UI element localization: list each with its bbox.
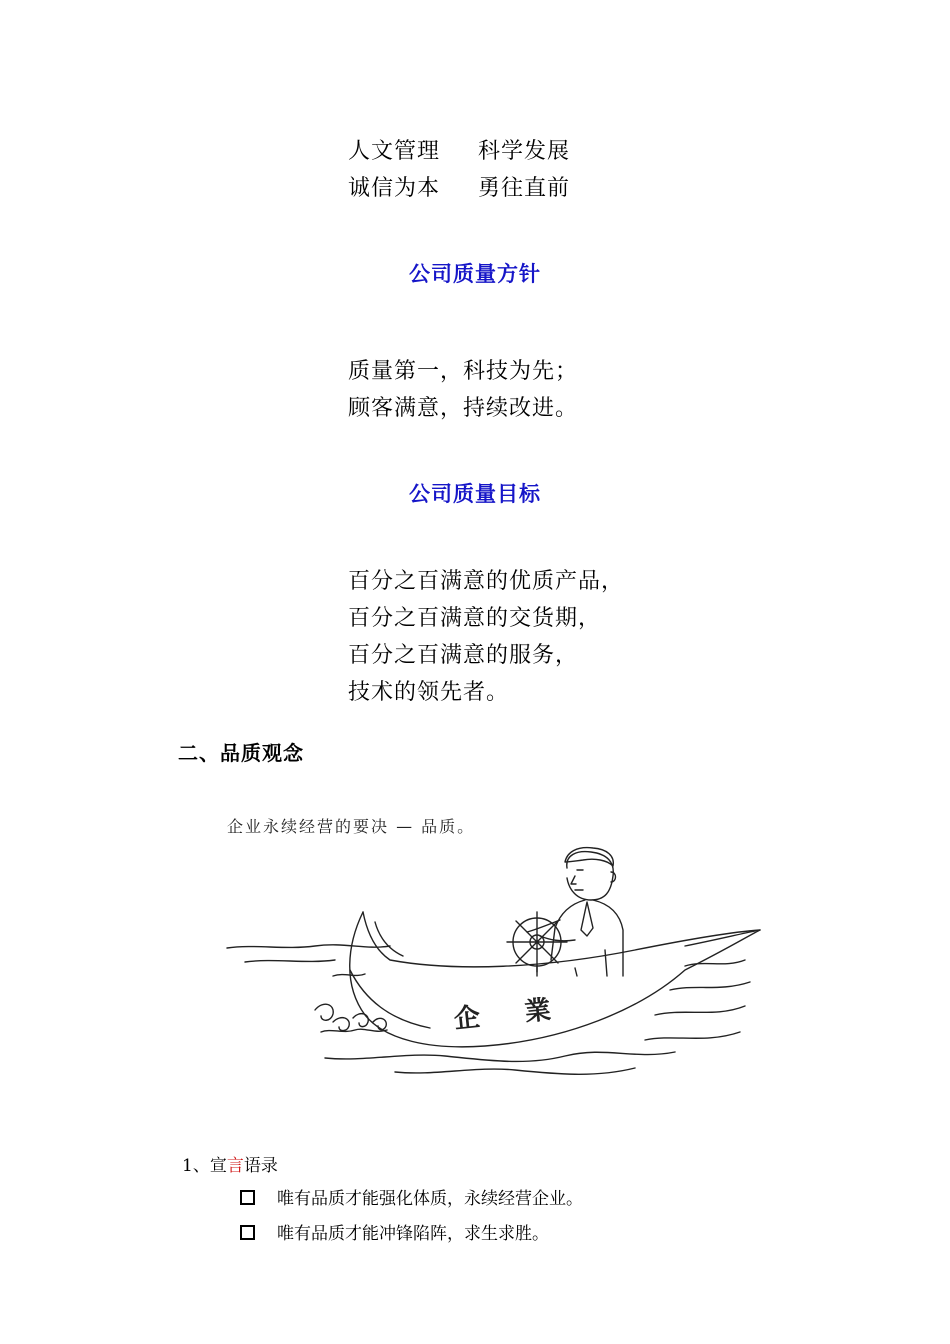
man-body bbox=[551, 900, 623, 976]
wave-splash bbox=[333, 1018, 349, 1031]
checkbox-icon bbox=[240, 1190, 255, 1205]
water-line bbox=[245, 960, 335, 962]
water-line bbox=[645, 1032, 740, 1040]
water-line bbox=[325, 1052, 675, 1061]
declaration-item-1-text: 唯有品质才能强化体质，永续经营企业。 bbox=[277, 1189, 583, 1209]
boat-side-line bbox=[350, 970, 430, 1028]
vision-line-2-left: 诚信为本 bbox=[348, 176, 441, 201]
wave-splash bbox=[315, 1004, 333, 1020]
man-nose bbox=[571, 876, 576, 884]
quality-policy-line-2: 顾客满意，持续改进。 bbox=[348, 396, 579, 421]
declarations-heading bbox=[182, 1151, 278, 1176]
water-line bbox=[227, 945, 390, 948]
quality-goal-line-4: 技术的领先者。 bbox=[348, 680, 510, 705]
vision-line-2-right: 勇往直前 bbox=[478, 176, 571, 201]
water-line bbox=[670, 982, 750, 990]
vision-line-1 bbox=[348, 139, 570, 165]
declaration-item-2 bbox=[240, 1219, 549, 1244]
declaration-item-2-text: 唯有品质才能冲锋陷阵，求生求胜。 bbox=[277, 1224, 549, 1244]
vision-line-1-right: 科学发展 bbox=[478, 139, 571, 164]
boat-label: 企 業 bbox=[452, 993, 571, 1035]
declarations-heading-prefix: 1、宣 bbox=[182, 1156, 227, 1176]
water-line bbox=[333, 974, 365, 976]
checkbox-icon bbox=[240, 1225, 255, 1240]
declarations-heading-suffix: 语录 bbox=[243, 1156, 278, 1176]
wave-splash bbox=[321, 1029, 387, 1032]
man-tie bbox=[581, 902, 593, 936]
water-line bbox=[655, 1006, 745, 1015]
man-arm bbox=[540, 936, 575, 941]
quality-goal-line-3: 百分之百满意的服务， bbox=[348, 643, 579, 668]
water-line bbox=[395, 1068, 635, 1074]
section-title-quality-concept: 二、品质观念 bbox=[178, 741, 304, 765]
declarations-heading-red: 言 bbox=[226, 1156, 244, 1176]
vision-line-1-left: 人文管理 bbox=[348, 139, 441, 164]
quality-goal-heading: 公司质量目标 bbox=[409, 482, 541, 506]
illustration-caption: 企业永续经营的要决 — 品质。 bbox=[227, 817, 476, 836]
man-leg bbox=[575, 950, 607, 976]
vision-line-2 bbox=[348, 176, 570, 202]
declaration-item-1 bbox=[240, 1184, 583, 1209]
quality-policy-line-1: 质量第一，科技为先； bbox=[348, 359, 579, 384]
boat-illustration bbox=[215, 800, 775, 1090]
steering-wheel-spokes bbox=[507, 912, 567, 972]
quality-policy-heading: 公司质量方针 bbox=[409, 262, 541, 286]
quality-goal-line-2: 百分之百满意的交货期， bbox=[348, 606, 602, 631]
quality-goal-line-1: 百分之百满意的优质产品， bbox=[348, 569, 625, 594]
